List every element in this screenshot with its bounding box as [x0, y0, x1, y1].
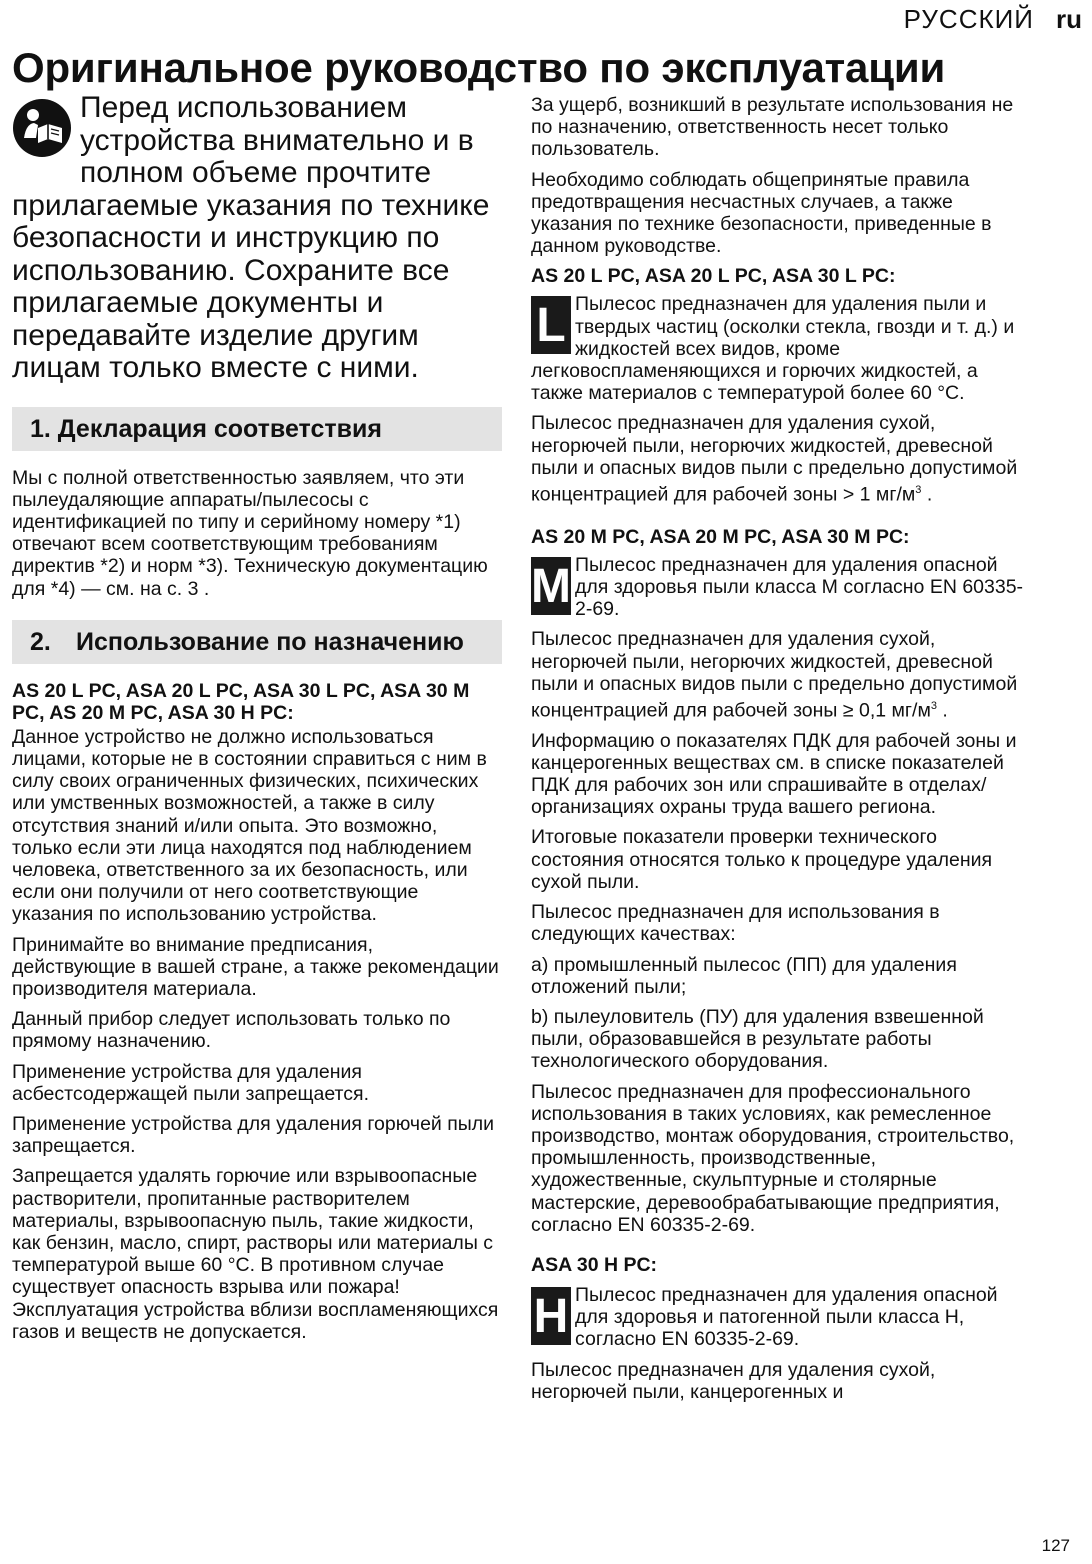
- class-m-heading: AS 20 M PC, ASA 20 M PC, ASA 30 M PC:: [531, 525, 910, 548]
- class-l-text: Пылесос предназначен для удаления пыли и твердых частиц (осколки стекла, гвозди и т. д.) и жидкостей всех видов, кроме легковоспламеняющихся и горючих жидкостей, а также материалов с температурой более 60 °C.: [531, 293, 1015, 405]
- class-l-text-2-end: .: [921, 483, 933, 506]
- class-m-block: [531, 554, 1031, 621]
- class-h-text: Пылесос предназначен для удаления опасной для здоровья и патогенной пыли класса H, согласно EN 60335-2-69.: [575, 1283, 998, 1351]
- section-2-title: Использование по назначению: [76, 627, 464, 656]
- final-check-text: Итоговые показатели проверки технического состояния относятся только к процедуре удаления сухой пыли.: [531, 826, 993, 893]
- class-l-text-2: [531, 412, 1031, 505]
- header-language-code: ru: [1056, 4, 1082, 34]
- section-2-heading: [12, 620, 502, 664]
- class-l-block: [531, 293, 1031, 404]
- class-l-text-2-main: Пылесос предназначен для удаления сухой, негорючей пыли, негорючих жидкостей, древесной пыли и опасных видов пыли с предельно допустимой концентрацией для рабочей зоны > 1 мг/м: [531, 412, 1018, 506]
- usage-types-text: Пылесос предназначен для использования в следующих качествах:: [531, 901, 940, 946]
- liability-text: За ущерб, возникший в результате использования не по назначению, ответственность несет только пользователь.: [531, 94, 1014, 161]
- class-m-text-2-end: .: [936, 699, 948, 722]
- class-m-badge: M: [531, 557, 571, 615]
- class-h-text-2: Пылесос предназначен для удаления сухой, негорючей пыли, канцерогенных и: [531, 1358, 936, 1403]
- usage-paragraph: Принимайте во внимание предписания, действующие в вашей стране, а также рекомендации производителя материала.: [12, 933, 499, 1000]
- usage-paragraph: Запрещается удалять горючие или взрывоопасные растворители, пропитанные растворителем материалы, взрывоопасную пыль, такие жидкости, как бензин, масло, спирт, растворы или материалы с температурой выше 60 °C. В противном случае существует опасность взрыва или пожара! Эксплуатация устройства вблизи воспламеняющихся газов и веществ не допускается.: [12, 1165, 499, 1343]
- usage-paragraph: Применение устройства для удаления горючей пыли запрещается.: [12, 1112, 495, 1158]
- class-h-badge: H: [531, 1287, 571, 1345]
- class-m-text-2: [531, 628, 1031, 721]
- class-m-text-2-main: Пылесос предназначен для удаления сухой, негорючей пыли, негорючих жидкостей, древесной пыли и опасных видов пыли с предельно допустимой концентрацией для рабочей зоны ≥ 0,1 мг/м: [531, 628, 1018, 722]
- usage-type-a: а) промышленный пылесос (ПП) для удаления отложений пыли;: [531, 953, 957, 998]
- section-2-number: 2.: [30, 627, 51, 656]
- read-manual-icon: [12, 98, 72, 158]
- declaration-text: Мы с полной ответственностью заявляем, что эти пылеудаляющие аппараты/пылесосы с идентификацией по типу и серийному номеру *1) отвечают всем соответствующим требованиям директив *2) и норм *3). Техническую документацию для *4) — см. на с. 3 .: [12, 466, 488, 600]
- left-column: [12, 92, 502, 1351]
- class-l-badge: L: [531, 296, 571, 354]
- usage-paragraph: Данное устройство не должно использоваться лицами, которые не в состоянии справиться с ним в силу своих ограниченных физических, психических или умственных возможностей, а также в силу отсутствия знаний и/или опыта. Это возможно, только если эти лица находятся под наблюдением человека, ответственного за их безопасность, или если они получили от него соответствующие указания по использованию устройства.: [12, 725, 487, 926]
- usage-paragraph: Применение устройства для удаления асбестсодержащей пыли запрещается.: [12, 1060, 369, 1105]
- superscript-3: 3: [930, 699, 937, 712]
- safety-rules-text: Необходимо соблюдать общепринятые правила предотвращения несчастных случаев, а также указания по технике безопасности, приведенные в данном руководстве.: [531, 168, 992, 258]
- intro-text: Перед использованием устройства внимательно и в полном объеме прочтите прилагаемые указания по технике безопасности и инструкцию по использованию. Сохраните все прилагаемые документы и передавайте изделие другим лицам только вместе с ними.: [12, 91, 490, 384]
- class-l-heading: AS 20 L PC, ASA 20 L PC, ASA 30 L PC:: [531, 265, 896, 288]
- right-column: [531, 94, 1031, 1411]
- class-h-heading: ASA 30 H PC:: [531, 1253, 658, 1276]
- class-m-text: Пылесос предназначен для удаления опасной для здоровья пыли класса M согласно EN 60335-2-69.: [575, 553, 1024, 621]
- pdk-info-text: Информацию о показателях ПДК для рабочей зоны и канцерогенных веществах см. в списке показателей ПДК для рабочих зон или спрашивайте в отделах/организациях охраны труда вашего региона.: [531, 729, 1017, 819]
- usage-paragraph: Данный прибор следует использовать только по прямому назначению.: [12, 1008, 451, 1053]
- page-title: Оригинальное руководство по эксплуатации: [12, 44, 946, 91]
- professional-use-text: Пылесос предназначен для профессионального использования в таких условиях, как ремесленное производство, монтаж оборудования, строительство, промышленность, производственные, художественные, скульптурные и столярные мастерские, деревообрабатывающие предприятия, согласно EN 60335-2-69.: [531, 1080, 1015, 1236]
- header-language: РУССКИЙ: [903, 4, 1034, 34]
- section-1-heading: 1. Декларация соответствия: [12, 407, 502, 451]
- page-number: 127: [1041, 1536, 1070, 1555]
- superscript-3: 3: [915, 484, 922, 497]
- class-h-block: [531, 1284, 1031, 1351]
- usage-type-b: b) пылеуловитель (ПУ) для удаления взвешенной пыли, образовавшейся в результате работы технологического оборудования.: [531, 1005, 984, 1073]
- page-header: [904, 4, 1082, 35]
- intro-block: [12, 92, 502, 385]
- models-heading: AS 20 L PC, ASA 20 L PC, ASA 30 L PC, ASA 30 M PC, AS 20 M PC, ASA 30 H PC:: [12, 679, 470, 724]
